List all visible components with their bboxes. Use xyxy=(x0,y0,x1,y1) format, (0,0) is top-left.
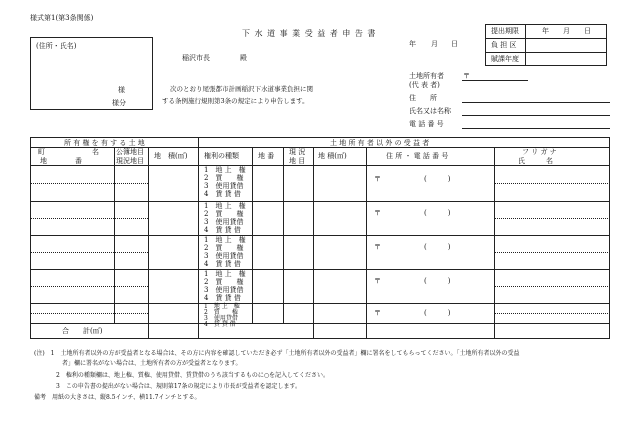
office-row-deadline xyxy=(486,25,606,39)
row-divider xyxy=(30,303,610,304)
postal-mark: 〒 xyxy=(374,243,381,251)
col-divider xyxy=(148,147,149,339)
header-shimei: 氏 名 xyxy=(518,157,553,165)
intro-line-2: する条例施行規則第3条の規定により申告します。 xyxy=(162,97,309,105)
page-title: 下 水 道 事 業 受 益 者 申 告 書 xyxy=(242,29,377,38)
phone-paren[interactable]: ( ) xyxy=(424,277,451,285)
owner-postal-line[interactable] xyxy=(462,80,528,81)
office-value[interactable]: 年 月 日 xyxy=(542,27,591,35)
right-option[interactable]: 2 質 権 xyxy=(204,210,244,218)
form-number: 様式第1(第3条関係) xyxy=(30,14,94,22)
row-divider xyxy=(30,269,610,270)
header-chiseki2: 地 積(㎡) xyxy=(318,152,347,160)
furigana-divider xyxy=(494,286,610,287)
right-option[interactable]: 4 賃 貸 借 xyxy=(204,260,241,268)
right-option[interactable]: 4 賃 貸 借 xyxy=(204,190,241,198)
header-chiseki: 地 積(㎡) xyxy=(154,152,188,160)
office-value[interactable] xyxy=(526,53,606,66)
section-left-title: 所 有 権 を 有 す る 土 地 xyxy=(64,139,145,147)
furigana-divider xyxy=(494,252,610,253)
office-label: 負 担 区 xyxy=(486,39,526,52)
mayor-addressee: 稲沢市長 xyxy=(182,54,210,62)
right-option[interactable]: 2 質 権 xyxy=(204,309,238,316)
date-month: 月 xyxy=(431,40,438,48)
right-option[interactable]: 1 地 上 権 xyxy=(204,166,246,174)
right-option[interactable]: 4 賃 貸 借 xyxy=(204,226,241,234)
phone-paren[interactable]: ( ) xyxy=(424,243,451,251)
sub-divider xyxy=(30,252,148,253)
sub-divider xyxy=(30,218,148,219)
note-remarks: 備考 用紙の大きさは、縦8.5インチ、横11.7インチとする。 xyxy=(34,394,201,401)
total-divider xyxy=(30,323,610,324)
phone-paren[interactable]: ( ) xyxy=(424,209,451,217)
col-divider xyxy=(313,147,314,339)
owner-rep-label: (代 表 者) xyxy=(409,81,440,89)
header-chiban: 地 番 xyxy=(40,157,82,165)
postal-mark: 〒 xyxy=(374,209,381,217)
owner-address-line[interactable] xyxy=(462,102,610,103)
section-divider xyxy=(198,137,199,339)
right-option[interactable]: 1 地 上 権 xyxy=(204,202,246,210)
row-divider xyxy=(30,235,610,236)
row-divider xyxy=(30,201,610,202)
right-option[interactable]: 2 質 権 xyxy=(204,174,244,182)
right-option[interactable]: 2 質 権 xyxy=(204,244,244,252)
right-option[interactable]: 3 使用貸借 xyxy=(204,182,244,190)
furigana-divider xyxy=(494,313,610,314)
main-table xyxy=(30,137,610,339)
owner-name-label: 氏名又は名称 xyxy=(409,107,451,115)
header-jusho: 住 所 ・ 電 話 番 号 xyxy=(386,152,449,160)
right-option[interactable]: 3 使用貸借 xyxy=(204,286,244,294)
owner-address-label: 住 所 xyxy=(409,94,437,102)
header-kenri: 権利の種類 xyxy=(204,152,239,160)
col-divider xyxy=(494,147,495,339)
furigana-divider xyxy=(494,218,610,219)
sub-divider xyxy=(30,183,148,184)
right-option[interactable]: 1 地 上 権 xyxy=(204,236,246,244)
header-genkyo2a: 現 況 xyxy=(289,148,306,156)
header-kobo: 公簿地目 xyxy=(116,148,144,156)
right-option[interactable]: 1 地 上 権 xyxy=(204,270,246,278)
note-2: 2 権利の種類欄は、地上権、質権、使用貸借、賃貸借のうち該当するものに○を記入してください。 xyxy=(56,372,330,379)
right-option[interactable]: 4 賃 貸 借 xyxy=(204,321,236,328)
date-day: 日 xyxy=(451,40,458,48)
note-1b: 者」欄に署名がない場合は、土地所有者の方が受益者となります。 xyxy=(62,360,242,367)
kabun-label: 様分 xyxy=(112,99,126,107)
address-box-label: (住所・氏名) xyxy=(36,42,77,50)
right-option[interactable]: 1 地 上 権 xyxy=(204,303,240,310)
sama-label: 様 xyxy=(118,86,125,94)
phone-paren[interactable]: ( ) xyxy=(424,309,451,317)
postal-mark: 〒 xyxy=(374,277,381,285)
right-option[interactable]: 3 使用貸借 xyxy=(204,218,244,226)
header-machi: 町 xyxy=(38,148,45,156)
office-label: 提出期限 xyxy=(486,25,526,38)
header-chiban2: 地 番 xyxy=(258,152,275,160)
owner-phone-line[interactable] xyxy=(462,128,610,129)
furigana-divider xyxy=(494,183,610,184)
date-year: 年 xyxy=(409,40,416,48)
owner-name-line[interactable] xyxy=(462,115,610,116)
phone-paren[interactable]: ( ) xyxy=(424,175,451,183)
sub-divider xyxy=(30,286,148,287)
office-use-table xyxy=(485,24,607,66)
right-option[interactable]: 3 使用貸借 xyxy=(204,252,244,260)
header-furigana: フ リ ガ ナ xyxy=(522,148,557,156)
owner-phone-label: 電 話 番 号 xyxy=(409,120,444,128)
office-label: 賦課年度 xyxy=(486,53,526,66)
col-divider xyxy=(366,147,367,339)
section-right-title: 土 地 所 有 者 以 外 の 受 益 者 xyxy=(330,139,430,147)
office-row-year xyxy=(486,53,606,67)
note-1: (注) 1 土地所有者以外の方が受益者となる場合は、その方に内容を確認していただき必ず「土地所有者以外の受益者」欄に署名をしてもらってください。「土地所有者以外の受益 xyxy=(34,350,520,357)
intro-line-1: 次のとおり尾張都市計画稲沢下水道事業負担に関 xyxy=(170,85,313,93)
owner-label: 土地所有者 xyxy=(409,72,444,80)
mayor-honorific: 殿 xyxy=(240,54,247,62)
header-genkyo: 現況地目 xyxy=(116,157,144,165)
sub-divider xyxy=(30,313,148,314)
right-option[interactable]: 3 使用貸借 xyxy=(204,315,238,322)
postal-mark: 〒 xyxy=(374,175,381,183)
owner-postal-mark: 〒 xyxy=(463,72,470,80)
header-mei: 名 xyxy=(92,148,99,156)
note-3: 3 この申告書の提出がない場合は、規則第17条の規定により市長が受益者を認定します。 xyxy=(56,383,301,390)
right-option[interactable]: 4 賃 貸 借 xyxy=(204,294,241,302)
postal-mark: 〒 xyxy=(374,309,381,317)
office-row-district xyxy=(486,39,606,53)
office-value[interactable] xyxy=(526,39,606,52)
right-option[interactable]: 2 質 権 xyxy=(204,278,244,286)
header-genkyo2b: 地 目 xyxy=(289,157,306,165)
total-label: 合 計(㎡) xyxy=(62,327,103,335)
